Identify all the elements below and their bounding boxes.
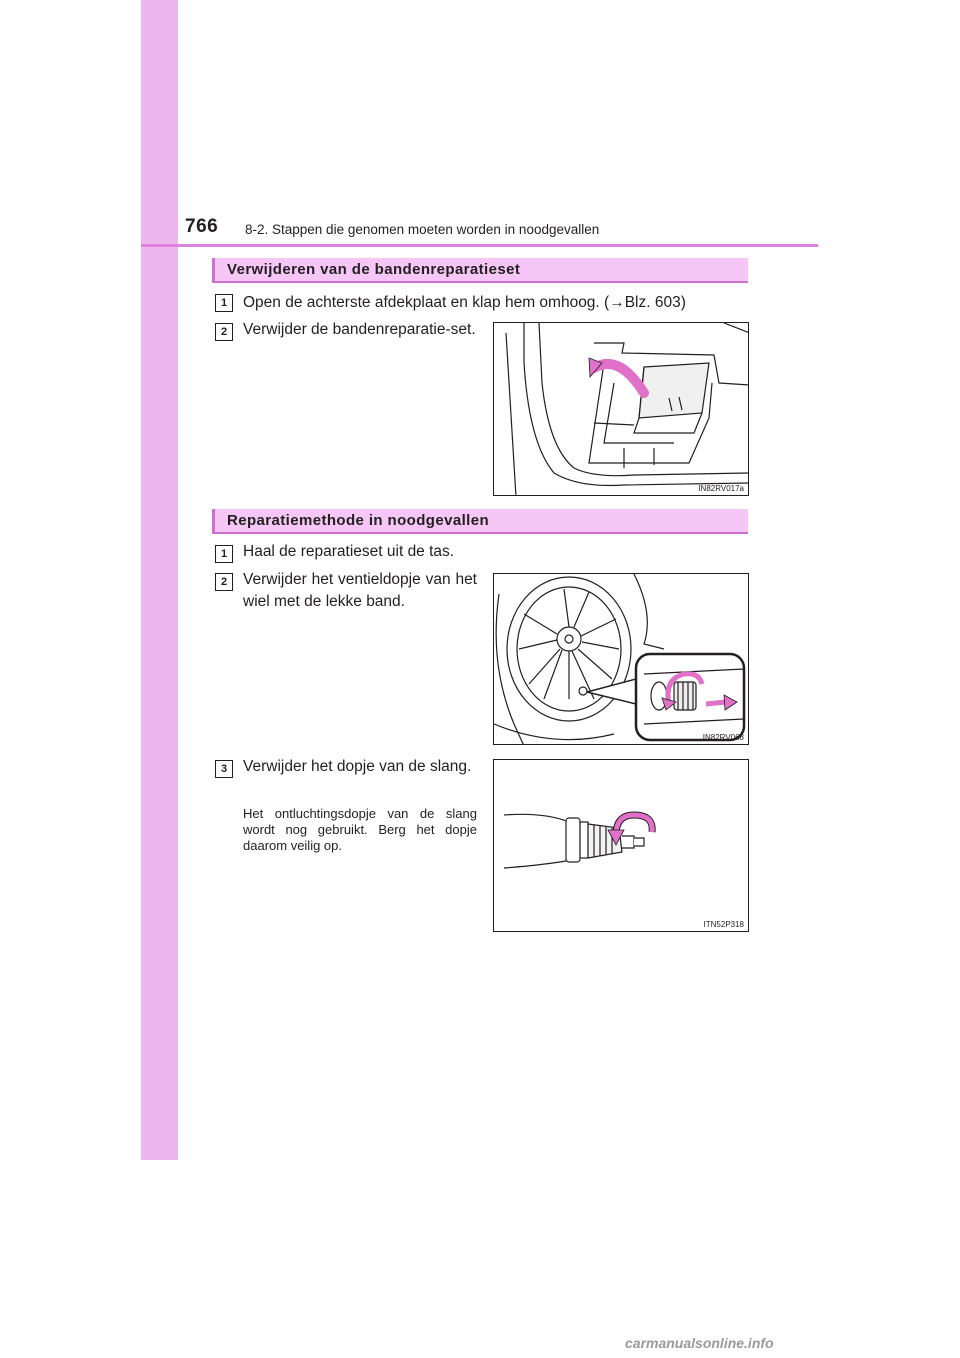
step-text: Verwijder het ventieldopje van het wiel met de lekke band. [243, 571, 477, 610]
section-heading-text: Verwijderen van de bandenreparatieset [227, 261, 521, 278]
step-number-box: 2 [215, 573, 233, 591]
illustration-trunk-kit [493, 322, 749, 496]
step-number-box: 1 [215, 545, 233, 563]
step-text: Haal de reparatieset uit de tas. [243, 543, 455, 560]
chapter-title: 8-2. Stappen die genomen moeten worden in noodgevallen [245, 222, 600, 237]
step-number-box: 1 [215, 294, 233, 312]
section-heading-remove-kit [212, 258, 748, 283]
trunk-illustration [494, 323, 749, 496]
illustration-hose-cap [493, 759, 749, 932]
wheel-illustration [494, 574, 749, 745]
hose-illustration [494, 760, 749, 932]
page-number: 766 [185, 216, 219, 237]
step-text: Verwijder het dopje van de slang. [243, 758, 472, 775]
section-heading-text: Reparatiemethode in noodgevallen [227, 512, 490, 529]
header-band [141, 200, 178, 244]
watermark-text: carmanualsonline.info [625, 1335, 774, 1351]
step-number-box: 2 [215, 323, 233, 341]
header-rule [141, 244, 818, 247]
figure-code: IN82RV068 [702, 733, 744, 742]
step-text: Open de achterste afdekplaat en klap hem omhoog. (→Blz. 603) [243, 294, 686, 311]
side-color-strip [141, 0, 178, 1160]
figure-code: IN82RV017a [698, 484, 744, 493]
step-text: Verwijder de bandenreparatie-set. [243, 321, 476, 338]
step-number-box: 3 [215, 760, 233, 778]
figure-code: ITN52P318 [703, 920, 744, 929]
illustration-valve-cap [493, 573, 749, 745]
step-note: Het ontluchtingsdopje van de slang wordt nog gebruikt. Berg het dopje daarom veilig op. [243, 806, 477, 853]
section-heading-repair-method [212, 509, 748, 534]
